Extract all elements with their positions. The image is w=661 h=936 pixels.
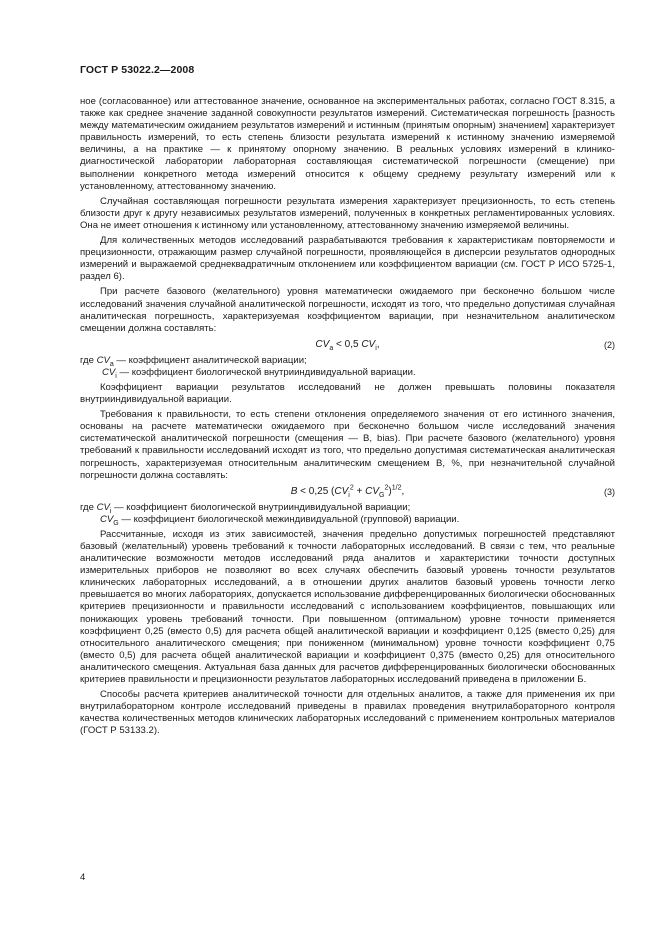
document-header: ГОСТ Р 53022.2—2008	[80, 64, 195, 76]
paragraph-8: Способы расчета критериев аналитической точности для отдельных аналитов, а также для применения их при внутрилабораторном контроле исследований приведены в правилах проведения внутрилабораторного контроля качества количественных методов клинических лабораторных исследований с применением контрольных материалов (ГОСТ Р 53133.2).	[80, 689, 615, 737]
paragraph-1: ное (согласованное) или аттестованное значение, основанное на экспериментальных работах, согласно ГОСТ 8.315, а также как среднее значение заданной совокупности результатов измерений. Систематическая погрешность [разность между математическим ожиданием результатов измерений и истинным (принятым опорным) значением] характеризует правильность измерений, то есть степень близости результата измерений к истинному значению измеряемой величины, а на практике — к принятому опорному значению. В реальных условиях измерений в клинико-диагностической лаборатории лабораторная составляющая систематической погрешности (смещение) при выполнении конкретного метода измерений относится к общему среднему результату измерений или к установленному, аттестованному значению.	[80, 96, 615, 192]
legend-row: $CV_i$ — коэффициент биологической внутрииндивидуальной вариации.	[102, 366, 416, 380]
formula-2-legend	[80, 355, 615, 379]
formula-3-number: (3)	[604, 486, 615, 497]
paragraph-3: Для количественных методов исследований разрабатываются требования к характеристикам повторяемости и прецизионности, отражающим размер случайной погрешности, проявляющейся в дисперсии результатов однородных измерений и выражаемой среднеквадратичным отклонением или коэффициентом вариации (см. ГОСТ Р ИСО 5725-1, раздел 6).	[80, 235, 615, 283]
paragraph-4: При расчете базового (желательного) уровня математически ожидаемого при бесконечно большом числе исследований значения случайной аналитической погрешности, исходят из того, что предельно допустимая случайная аналитическая погрешность, характеризуемая коэффициентом вариации, при незначительном аналитическом смещении должна составлять:	[80, 286, 615, 334]
paragraph-7: Рассчитанные, исходя из этих зависимостей, значения предельно допустимых погрешностей представляют базовый (желательный) уровень требований к точности лабораторных исследований. В связи с тем, что реальные аналитические возможности методов исследований ряда аналитов и характеристики точности доступных измерительных приборов не позволяют во всех случаях обеспечить базовый уровень точности результатов клинических лабораторных исследований, а в отношении других аналитов базовый уровень точности легко превышается во многих лабораториях, допускается использование дифференцированных биологически обоснованных критериев прецизионности и правильности исследований с использованием коэффициентов, повышающих или понижающих уровень требований точности. При повышенном (оптимальном) уровне точности применяется коэффициент 0,25 (вместо 0,5) для расчета общей аналитической вариации и коэффициент 0,125 (вместо 0,25) для относительного аналитического смещения; при пониженном (минимальном) уровне точности коэффициент 0,75 (вместо 0,5) для расчета общей аналитической вариации и коэффициент 0,375 (вместо 0,25) для относительного аналитического смещения. Актуальная база данных для расчетов дифференцированных биологически обоснованных критериев правильности и прецизионности результатов лабораторных исследований приведена в приложении Б.	[80, 528, 615, 686]
formula-3-legend	[80, 502, 615, 526]
paragraph-5: Коэффициент вариации результатов исследований не должен превышать половины показателя внутрииндивидуальной вариации.	[80, 381, 615, 406]
paragraph-2: Случайная составляющая погрешности результата измерения характеризует прецизионность, то есть степень близости друг к другу независимых результатов измерений, полученных в конкретных регламентированных условиях. Она не имеет отношения к истинному или установленному, аттестованному значению измеряемой величины.	[80, 195, 615, 231]
formula-2-expression: $CV_a < 0,5$ $CV_i$,	[315, 338, 380, 352]
page-number: 4	[80, 872, 86, 883]
legend-row: где $CV_i$ — коэффициент биологической внутрииндивидуальной вариации;	[80, 501, 411, 515]
paragraph-6: Требования к правильности, то есть степени отклонения определяемого значения от его истинного значения, основаны на расчете математически ожидаемого при бесконечно большом числе исследований значения систематической аналитической погрешности (смещения — B, bias). При расчете базового (желательного) уровня требований к правильности исследований исходят из того, что предельно допустимая систематическая аналитическая погрешность, характеризуемая относительным аналитическим смещением B, %, при незначительной случайной погрешности должна составлять:	[80, 409, 615, 481]
formula-2	[80, 338, 615, 352]
legend-row: где $CV_a$ — коэффициент аналитической вариации;	[80, 354, 307, 368]
formula-2-number: (2)	[604, 339, 615, 350]
legend-row: $CV_G$ — коэффициент биологической межиндивидуальной (групповой) вариации.	[100, 513, 460, 527]
formula-3-expression: B < 0,25 $(CV_i^2 + CV_G^2)^{1/2}$,	[290, 484, 405, 499]
formula-3	[80, 485, 615, 499]
document-body	[80, 96, 615, 741]
